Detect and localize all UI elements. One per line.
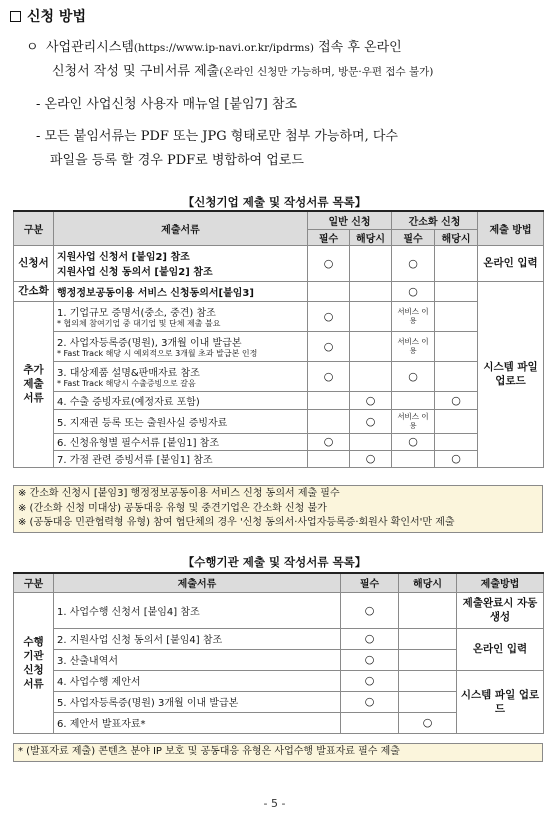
table1-notes: ※ 간소화 신청시 [붙임3] 행정정보공동이용 서비스 신청 동의서 제출 필수 ※ (간소화 신청 미대상) 공동대응 유형 및 중견기업은 간소화 신청 불가 ※ (공동대응 민관협력형 유형) 참여 협단체의 경우 '신청 동의서·사업자등록증·회원사 확인서'만 제출 [13,485,543,533]
table-row: 수행 기관 신청 서류 1. 사업수행 신청서 [붙임4] 참조 ○ 제출완료시 자동생성 [14,592,544,628]
checkbox-square-icon [10,11,21,22]
header-general: 일반 신청 [308,211,392,229]
page-number: - 5 - [263,797,286,810]
table-row: 2. 사업자등록증(명원), 3개월 이내 발급본 * Fast Track 해당 시 예외적으로 3개월 초과 발급본 인정 ○ 서비스 이용 [14,331,544,361]
table-row: 2. 지원사업 신청 동의서 [붙임4] 참조 ○ 온라인 입력 [14,628,544,649]
table-row: 추가 제출 서류 1. 기업규모 증명서(중소, 중견) 참조 * 협의체 참여기업 중 대기업 및 단체 제출 불요 ○ 서비스 이용 [14,301,544,331]
table-row: 간소화 행정정보공동이용 서비스 신청동의서[붙임3] ○ 시스템 파일 업로드 [14,281,544,301]
header-simplified-applicable: 해당시 [435,229,478,245]
header-general-applicable: 해당시 [350,229,392,245]
table-row: 3. 대상제품 설명&판매자료 참조 * Fast Track 해당시 수출증빙으로 갈음 ○ ○ [14,361,544,391]
header-applicable: 해당시 [399,573,457,592]
method-online: 온라인 입력 [457,628,544,670]
category-simplified: 간소화 [14,281,54,301]
method-online: 온라인 입력 [478,245,544,281]
category-institution: 수행 기관 신청 서류 [14,592,54,733]
paragraph-apply-method: ㅇ 사업관리시스템(https://www.ip-navi.or.kr/ipdrms) 접속 후 온라인 신청서 작성 및 구비서류 제출(온라인 신청만 가능하며, 방문·우편 접수 불가) [26,36,541,84]
header-general-required: 필수 [308,229,350,245]
table-row: 5. 지재권 등록 또는 출원사실 증빙자료 ○ 서비스 이용 [14,409,544,433]
institution-documents-table [13,572,544,734]
table-row: 4. 사업수행 제안서 ○ 시스템 파일 업로드 [14,670,544,691]
section-title-text: 신청 방법 [27,9,86,25]
table2-title: 【수행기관 제출 및 작성서류 목록】 [182,555,367,569]
header-category: 구분 [14,573,54,592]
category-application: 신청서 [14,245,54,281]
table-row: 4. 수출 증빙자료(예정자료 포함) ○ ○ [14,391,544,409]
table2-note: * (발표자료 제출) 콘텐츠 분야 IP 보호 및 공동대응 유형은 사업수행 발표자료 필수 제출 [13,743,543,762]
table-row: 5. 사업자등록증(명원) 3개월 이내 발급본 ○ [14,691,544,712]
header-simplified: 간소화 신청 [392,211,478,229]
method-system: 시스템 파일 업로드 [478,281,544,467]
table-row: 3. 산출내역서 ○ [14,649,544,670]
paragraph-manual: - 온라인 사업신청 사용자 매뉴얼 [붙임7] 참조 [36,97,298,112]
bullet-mark: ㅇ [26,40,39,55]
method-system: 시스템 파일 업로드 [457,670,544,733]
section-title [10,6,86,26]
category-additional: 추가 제출 서류 [14,301,54,467]
table-row: 7. 가점 관련 증빙서류 [붙임1] 참조 ○ ○ [14,450,544,467]
paragraph-attachments: - 모든 붙임서류는 PDF 또는 JPG 형태로만 첨부 가능하며, 다수 파일을 등록 할 경우 PDF로 병합하여 업로드 [36,129,398,168]
system-url: (https://www.ip-navi.or.kr/ipdrms) [133,42,314,54]
table-row: 6. 제안서 발표자료* ○ [14,712,544,733]
header-method: 제출방법 [457,573,544,592]
header-document: 제출서류 [54,573,341,592]
header-required: 필수 [341,573,399,592]
table-row: 신청서 지원사업 신청서 [붙임2] 참조 지원사업 신청 동의서 [붙임2] 참조 ○ ○ 온라인 입력 [14,245,544,281]
header-simplified-required: 필수 [392,229,435,245]
method-auto: 제출완료시 자동생성 [457,592,544,628]
table1-title: 【신청기업 제출 및 작성서류 목록】 [182,195,367,209]
header-document: 제출서류 [54,211,308,245]
table-row: 6. 신청유형별 필수서류 [붙임1] 참조 ○ ○ [14,433,544,450]
applicant-documents-table [13,210,544,468]
header-method: 제출 방법 [478,211,544,245]
header-category: 구분 [14,211,54,245]
